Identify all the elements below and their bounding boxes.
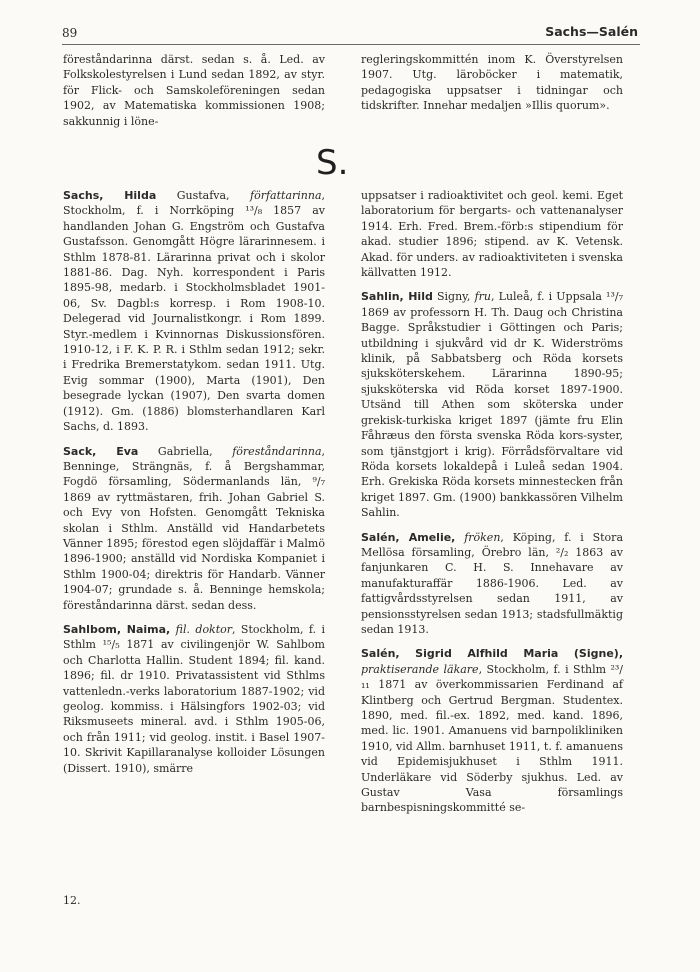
entry-name: Sack, Eva	[63, 444, 139, 458]
entry-role: fröken	[464, 530, 501, 544]
entry-text: , Stockholm, f. i Sthlm ¹⁵/₅ 1871 av civilingenjör W. Sahlbom och Charlotta Hallin. Student 1894; fil. kand. 1896; fil. dr 1910. Privatassistent vid Sthlms vattenledn.-verks laboratorium 1887-1902; vid geolog. kommiss. i Hälsingfors 1902-03; vid Riksmuseets mineral. avd. i Sthlm 1905-06, och från 1911; vid geolog. instit. i Basel 1907-10. Skrivit Kapillaranalyse kolloider Lösungen (Dissert. 1910), smärre	[63, 622, 325, 775]
header-rule	[62, 44, 640, 45]
entry-role: praktiserande läkare	[361, 662, 479, 676]
biography-entry	[361, 530, 623, 638]
biography-entry	[63, 188, 325, 435]
biography-entry	[361, 646, 623, 815]
entry-text: , Luleå, f. i Uppsala ¹³/₇ 1869 av professorn H. Th. Daug och Christina Bagge. Språkstudier i Göttingen och Paris; utbildning i sjukvård vid dr K. Widerströms klinik, på Sabbatsberg och Röda korsets sjuksköterskehem. Lärarinna 1890-95; sjuksköterska vid Röda korset 1897-1900. Utsänd till Athen som sköterska under grekisk-turkiska kriget 1897 (jämte fru Elin Fåhræus den första svenska Röda kors-syster, som tjänstgjort i krig). Förrådsförvaltare vid Röda korsets lokaldepå i Luleå sedan 1904. Erh. Grekiska Röda korsets minnestecken från kriget 1897. Gm. (1900) bankkassören Vilhelm Sahlin.	[361, 290, 623, 520]
entry-role: författarinna	[250, 189, 322, 202]
entry-text: uppsatser i radioaktivitet och geol. kemi. Eget laboratorium för bergarts- och vattenanalyser 1914. Erh. Fred. Brem.-förb:s stipendium för akad. studier 1896; stipend. av K. Vetensk. Akad. för unders. av radioaktiviteten i svenska källvatten 1912.	[361, 189, 623, 280]
entry-role: fil. doktor	[175, 622, 233, 636]
continuation-paragraph: föreståndarinna därst. sedan s. å. Led. av Folkskolestyrelsen i Lund sedan 1892, av styr. för Flick- och Samskoleföreningen sedan 1902, av Matematiska kommissionen 1908; sakkunnig i löne-	[63, 53, 325, 128]
entry-given-name: Gustafva,	[156, 189, 251, 202]
entry-name: Salén, Amelie,	[361, 530, 456, 544]
entry-text: , Stockholm, f. i Norrköping ¹³/₈ 1857 av handlanden Johan G. Engström och Gustafva Gustafsson. Genomgått Högre lärarinnesem. i Sthlm 1878-81. Lärarinna privat och i skolor 1881-86. Dag. Nyh. korrespondent i Paris 1895-98, medarb. i Stockholmsbladet 1901-06, Sv. Dagbl:s korresp. i Rom 1908-10. Delegerad vid Journalistkongr. i Rom 1899. Styr.-medlem i Kvinnornas Diskussionsfören. 1910-12, i F. K. P. R. i Sthlm sedan 1912; sekr. i Fredrika Bremerstatykom. sedan 1911. Utg. Evig sommar (1900), Marta (1901), Den besegrade lyckan (1907), Den svarta domen (1912). Gm. (1886) blomsterhandlaren Karl Sachs, d. 1893.	[63, 189, 325, 434]
continuation-right	[361, 52, 623, 114]
entry-given-name	[455, 531, 464, 544]
signature-mark: 12.	[63, 894, 81, 907]
left-column	[63, 188, 325, 776]
entry-name: Sahlin, Hild	[361, 290, 433, 304]
entry-name: Sahlbom, Naima,	[63, 622, 171, 636]
continuation-left	[63, 52, 325, 129]
continuation-paragraph: regleringskommittén inom K. Överstyrelsen 1907. Utg. läroböcker i matematik, pedagogiska uppsatser i tidningar och tidskrifter. Innehar medaljen »Illis quorum».	[361, 53, 623, 113]
right-column	[361, 188, 623, 816]
entry-role: fru	[474, 290, 491, 304]
entry-given-name: Signy,	[432, 290, 475, 304]
biography-entry	[63, 622, 325, 776]
section-letter: S.	[316, 143, 349, 183]
entry-text: , Benninge, Strängnäs, f. å Bergshammar, Fogdö församling, Södermanlands län, ⁹/₇ 1869 av ryttmästaren, frih. Johan Gabriel S. och Evy von Hofsten. Genomgått Tekniska skolan i Sthlm. Anställd vid Handarbetets Vänner 1895; förestod egen slöjdaffär i Malmö 1896-1900; anställd vid Nordiska Kompaniet i Sthlm 1900-04; direktris för Handarb. Vänner 1904-07; grundade s. å. Benninge hemskola; föreståndarinna därst. sedan dess.	[63, 444, 326, 612]
page-number: 89	[62, 26, 78, 40]
entry-text: , Köping, f. i Stora Mellösa församling, Örebro län, ²/₂ 1863 av fanjunkaren C. H. S. Innehavare av manufakturaffär 1886-1906. Led. av fattigvårdsstyrelsen sedan 1911, av pensionsstyrelsen sedan 1913; stadsfullmäktig sedan 1913.	[361, 530, 623, 636]
biography-entry	[361, 289, 623, 520]
entry-name: Sachs, Hilda	[63, 189, 157, 202]
entry-given-name: Gabriella,	[138, 444, 233, 458]
biography-entry	[63, 444, 325, 613]
entry-given-name: Salén, Sigrid Alfhild Maria (Signe),	[361, 647, 623, 661]
running-title: Sachs—Salén	[545, 24, 638, 39]
entry-role: föreståndarinna	[232, 444, 322, 458]
entry-text: , Stockholm, f. i Sthlm ²³/₁₁ 1871 av överkommissarien Ferdinand af Klintberg och Gertrud Bergman. Studentex. 1890, med. fil.-ex. 1892, med. kand. 1896, med. lic. 1901. Amanuens vid barnpolikliniken 1910, vid Allm. barnhuset 1911, t. f. amanuens vid Epidemisjukhuset i Sthlm 1911. Underläkare vid Söderby sjukhus. Led. av Gustav Vasa församlings barnbespisningskommitté se-	[361, 662, 623, 815]
biography-entry	[361, 188, 623, 280]
